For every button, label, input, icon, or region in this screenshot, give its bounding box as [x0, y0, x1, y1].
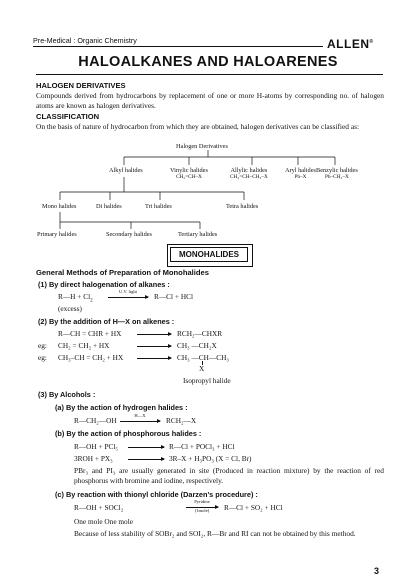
method-3b-r1-arrow: [128, 447, 164, 448]
method-2-r1-reactants: R—CH = CHR + HX: [58, 329, 122, 338]
monohalides-box: MONOHALIDES: [170, 247, 248, 262]
method-3b-note: PBr₃ and PI₃ are usually generated in site (Produced in reaction mixture) by the reaction of red phosphorus with bromine and iodine, respectively.: [74, 466, 384, 485]
method-3-heading: (3) By Alcohols :: [38, 390, 96, 399]
method-1-note: (excess): [58, 304, 82, 313]
method-3b-r2-products: 3R–X + H₃PO₃ (X = Cl, Br): [169, 454, 252, 463]
running-header: Pre-Medical : Organic Chemistry: [33, 36, 137, 45]
section-heading-classification: CLASSIFICATION: [36, 112, 100, 121]
classification-text: On the basis of nature of hydrocarbon from which they are obtained, halogen derivatives can be classified as:: [36, 122, 360, 131]
section-heading-halogen-derivatives: HALOGEN DERIVATIVES: [36, 81, 126, 90]
method-2-r3-x: X: [199, 364, 205, 373]
method-3a-heading: (a) By the action of hydrogen halides :: [55, 403, 188, 412]
method-3c-heading: (c) By reaction with thionyl chloride (Darzen's procedure) :: [55, 490, 258, 499]
method-1-heading: (1) By direct halogenation of alkanes :: [38, 280, 170, 289]
method-2-r2-eg: eg:: [38, 341, 47, 350]
method-3b-r2-reactants: 3ROH + PX₃: [74, 454, 113, 463]
method-3a-reactant: R—CH₂—OH: [74, 416, 117, 425]
method-2-r2-arrow: [137, 346, 171, 347]
method-2-r3-arrow: [137, 358, 171, 359]
tree-node-secondary: Secondary halides: [106, 231, 152, 238]
method-2-r2-reactants: CH₂ = CH₂ + HX: [58, 341, 110, 350]
method-3c-condition-bottom: (1mole): [194, 508, 210, 513]
tree-root: Halogen Derivatives: [176, 143, 228, 150]
method-3a-condition: H—X: [134, 413, 146, 418]
tree-node-trihalides: Tri halides: [145, 203, 172, 210]
method-2-r1-arrow: [137, 334, 171, 335]
method-1-arrow: [108, 297, 148, 298]
method-3a-product: RCH₂—X: [166, 416, 197, 425]
tree-node-monohalides: Mono halides: [42, 203, 77, 210]
method-1-products: R—Cl + HCl: [154, 292, 193, 301]
method-2-r3-reactants: CH₃–CH = CH₂ + HX: [58, 353, 124, 362]
chapter-title: HALOALKANES AND HALOARENES: [78, 54, 338, 70]
method-2-r3-name: Isopropyl halide: [183, 376, 231, 385]
tree-node-primary: Primary halides: [37, 231, 77, 238]
method-3b-r1-products: R—Cl + POCl₃ + HCl: [169, 442, 235, 451]
method-3b-r2-arrow: [128, 459, 164, 460]
method-2-r3-products: CH₃ —CH—CH₃: [177, 353, 229, 362]
method-1-reactants: R—H + $Cl_2$: [58, 292, 93, 304]
tree-node-alkyl: Alkyl halides: [109, 167, 143, 174]
tree-node-tertiary: Tertiary halides: [178, 231, 218, 238]
tree-node-allylic: Allylic halides CH₂=CH–CH₂–X: [230, 167, 268, 180]
method-2-r3-eg: eg:: [38, 353, 47, 362]
method-3c-note: Because of less stability of SOBr₂ and SOI₂, R—Br and RI can not be obtained by this method.: [74, 529, 356, 538]
method-3c-condition-top: Pyridine: [194, 499, 210, 504]
method-3b-r1-reactants: R—OH + PCl₅: [74, 442, 118, 451]
tree-node-tetrahalides: Tetra halides: [226, 203, 259, 210]
tree-node-aryl: Aryl halides Ph–X: [285, 167, 316, 180]
tree-node-vinylic: Vinylic halides CH₂=CH–X: [170, 167, 208, 180]
tree-node-dihalides: Di halides: [96, 203, 122, 210]
page-number: 3: [374, 566, 380, 576]
method-3a-arrow: [120, 421, 160, 422]
method-3b-heading: (b) By the action of phosphorous halides :: [55, 429, 202, 438]
method-3c-moles: One mole One mole: [74, 517, 133, 526]
method-1-condition: U.V. light: [119, 289, 137, 294]
method-2-r2-products: CH₃ —CH₂X: [177, 341, 217, 350]
method-2-r1-products: RCH₂—CHXR: [177, 329, 223, 338]
publisher-logo: ALLEN®: [327, 37, 374, 51]
method-3c-reactants: R—OH + SOCl₂: [74, 503, 124, 512]
method-2-heading: (2) By the addition of H—X on alkenes :: [38, 317, 175, 326]
halogen-derivatives-text: Compounds derived from hydrocarbons by replacement of one or more H-atoms by corresponding no. of halogen atoms are known as halogen derivatives.: [36, 91, 384, 110]
tree-node-benzylic: Benzylic halides Ph–CH₂–X: [316, 167, 358, 180]
methods-heading: General Methods of Preparation of Monohalides: [36, 268, 209, 277]
method-3c-products: R—Cl + SO₂ + HCl: [224, 503, 283, 512]
